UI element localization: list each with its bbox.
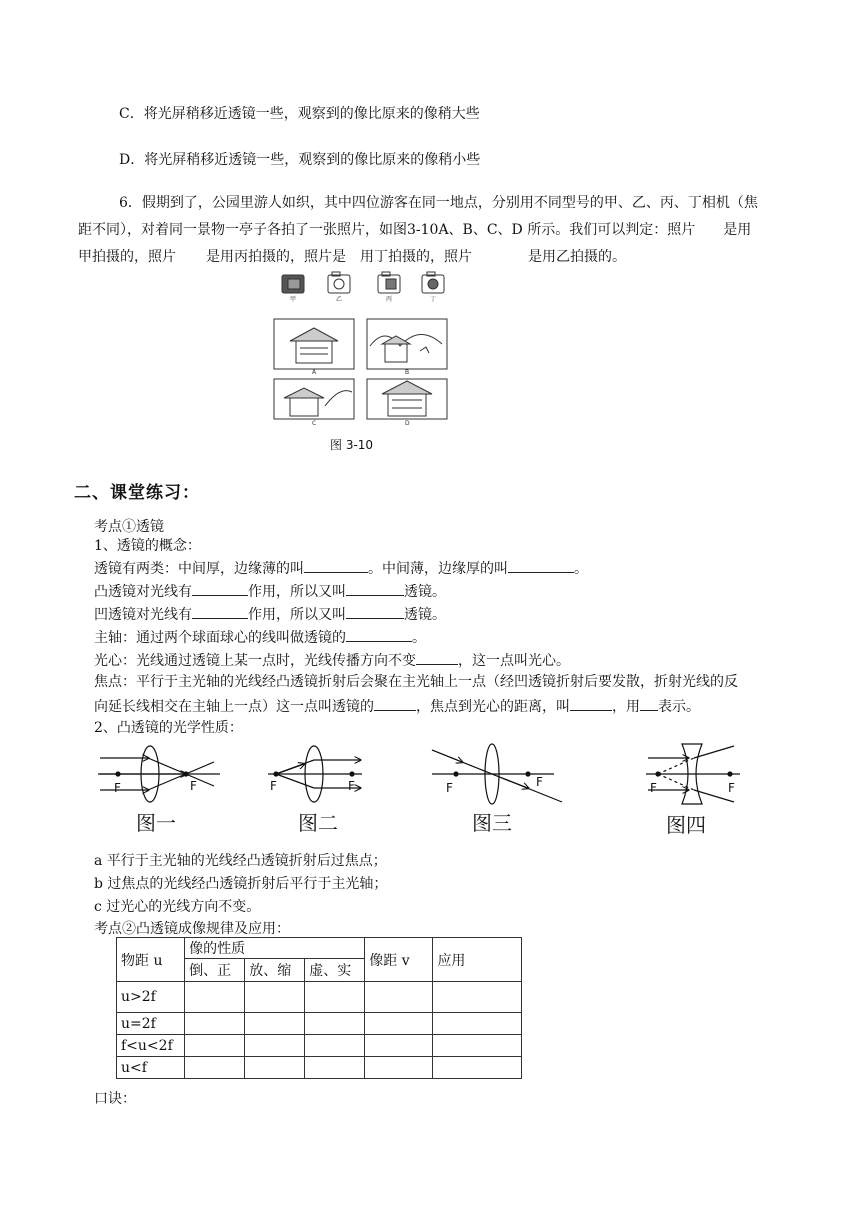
diagram-label-2: 图二 xyxy=(298,811,338,835)
header-image-properties: 像的性质 xyxy=(185,938,365,959)
cell-input[interactable] xyxy=(305,982,365,1013)
mnemonic: 口诀： xyxy=(94,1091,136,1107)
diagram-label-3: 图三 xyxy=(472,811,512,835)
f-label-3a: F xyxy=(446,781,453,795)
photo-label-a: A xyxy=(312,369,317,376)
photo-label-c: C xyxy=(312,420,317,427)
kaodian1-title: 考点①透镜 xyxy=(94,519,164,535)
diagram-3 xyxy=(432,744,562,804)
option-c: C．将光屏稍移近透镜一些，观察到的像比原来的像稍大些 xyxy=(119,106,480,122)
blank-convex-effect[interactable] xyxy=(192,580,248,596)
cell-input[interactable] xyxy=(365,1035,433,1057)
q6-line3-b: 是用丙拍摄的，照片是 xyxy=(206,249,346,265)
option-d: D．将光屏稍移近透镜一些，观察到的像比原来的像稍小些 xyxy=(119,152,481,168)
camera-label-jia: 甲 xyxy=(290,296,297,303)
cell-input[interactable] xyxy=(245,982,305,1013)
photo-label-b: B xyxy=(405,369,410,376)
figure-3-10-image xyxy=(270,266,460,428)
blank-concave-effect[interactable] xyxy=(192,603,248,619)
cell-input[interactable] xyxy=(305,1013,365,1035)
question-6 xyxy=(78,190,798,271)
cell-input[interactable] xyxy=(433,1035,522,1057)
f-label-3b: F xyxy=(536,775,543,789)
cell-input[interactable] xyxy=(305,1035,365,1057)
camera-jia-icon xyxy=(282,275,304,293)
optical-center-line: 光心：光线通过透镜上某一点时，光线传播方向不变 ，这一点叫光心。 xyxy=(94,649,570,671)
blank-focal-length[interactable] xyxy=(570,695,612,711)
blank-focal-symbol[interactable] xyxy=(640,695,658,711)
f-label-4b: F xyxy=(728,781,735,795)
cell-input[interactable] xyxy=(185,1035,245,1057)
diagram-label-4: 图四 xyxy=(666,813,706,836)
rule-b: b 过焦点的光线经凸透镜折射后平行于主光轴； xyxy=(94,876,388,892)
cell-input[interactable] xyxy=(365,982,433,1013)
blank-focus-name[interactable] xyxy=(374,695,416,711)
q6-line2-end: 是用 xyxy=(723,222,752,238)
q6-line3-c: 用丁拍摄的，照片 xyxy=(360,249,472,265)
concave-effect-line: 凹透镜对光线有 作用，所以又叫 透镜。 xyxy=(94,603,446,625)
cell-input[interactable] xyxy=(305,1057,365,1079)
figure-caption: 图 3-10 xyxy=(330,438,374,452)
focus-line-1: 焦点：平行于主光轴的光线经凸透镜折射后会聚在主光轴上一点（经凹透镜折射后要发散，折射光线的反 xyxy=(94,674,738,690)
cell-input[interactable] xyxy=(245,1057,305,1079)
rule-a: a 平行于主光轴的光线经凸透镜折射后过焦点； xyxy=(94,853,387,869)
blank-optical-center[interactable] xyxy=(416,649,458,665)
f-label-2b: F xyxy=(348,779,355,793)
rule-c: c 过光心的光线方向不变。 xyxy=(94,899,261,915)
q6-line1: 6．假期到了，公园里游人如织，其中四位游客在同一地点，分别用不同型号的甲、乙、丙、丁相机（焦 xyxy=(119,195,758,211)
cell-input[interactable] xyxy=(185,1013,245,1035)
section-title: 二、课堂练习： xyxy=(74,483,200,503)
kaodian2-title: 考点②凸透镜成像规律及应用： xyxy=(94,921,290,937)
subheader-real-virtual: 虚、实 xyxy=(305,959,365,982)
row-label-f-lt-u-lt-2f: f<u<2f xyxy=(117,1035,185,1057)
camera-label-bing: 丙 xyxy=(386,296,393,303)
ray-diagrams xyxy=(90,740,770,836)
imaging-table xyxy=(116,937,522,1079)
principal-axis-line: 主轴：通过两个球面球心的线叫做透镜的 。 xyxy=(94,626,426,648)
kaodian1-item1: 1、透镜的概念： xyxy=(94,538,201,554)
header-application: 应用 xyxy=(433,938,522,982)
convex-effect-line: 凸透镜对光线有 作用，所以又叫 透镜。 xyxy=(94,580,446,602)
cell-input[interactable] xyxy=(245,1035,305,1057)
subheader-orientation: 倒、正 xyxy=(185,959,245,982)
f-label-4a: F xyxy=(650,781,657,795)
row-label-u-eq-2f: u=2f xyxy=(117,1013,185,1035)
cell-input[interactable] xyxy=(185,982,245,1013)
blank-convex-name[interactable] xyxy=(304,557,368,573)
q6-line3-a: 甲拍摄的，照片 xyxy=(78,249,176,265)
q6-line3-d: 是用乙拍摄的。 xyxy=(528,249,626,265)
cell-input[interactable] xyxy=(365,1013,433,1035)
figure-3-10 xyxy=(270,266,460,428)
blank-concave-alias[interactable] xyxy=(346,603,404,619)
cell-input[interactable] xyxy=(245,1013,305,1035)
blank-convex-alias[interactable] xyxy=(346,580,404,596)
camera-yi-icon xyxy=(328,272,350,293)
camera-label-ding: 丁 xyxy=(430,296,437,303)
cell-input[interactable] xyxy=(185,1057,245,1079)
diagram-2 xyxy=(268,746,362,802)
f-label-1b: F xyxy=(190,779,197,793)
blank-concave-name[interactable] xyxy=(508,557,574,573)
header-object-distance: 物距 u xyxy=(117,938,185,982)
cell-input[interactable] xyxy=(365,1057,433,1079)
q6-line2: 距不同），对着同一景物一亭子各拍了一张照片，如图3-10A、B、C、D 所示。我们可以判定：照片 xyxy=(78,222,696,238)
camera-label-yi: 乙 xyxy=(336,296,343,303)
row-label-u-lt-f: u<f xyxy=(117,1057,185,1079)
blank-principal-axis[interactable] xyxy=(346,626,412,642)
camera-ding-icon xyxy=(422,272,444,293)
diagram-4 xyxy=(646,744,740,804)
f-label-1a: F xyxy=(114,781,121,795)
photo-label-d: D xyxy=(405,420,410,427)
row-label-u-gt-2f: u>2f xyxy=(117,982,185,1013)
cell-input[interactable] xyxy=(433,1013,522,1035)
cell-input[interactable] xyxy=(433,1057,522,1079)
focus-line-2: 向延长线相交在主轴上一点）这一点叫透镜的 ，焦点到光心的距离，叫 ，用 表示。 xyxy=(94,695,700,717)
kaodian1-item2: 2、凸透镜的光学性质： xyxy=(94,720,243,736)
f-label-2a: F xyxy=(270,779,277,793)
cell-input[interactable] xyxy=(433,982,522,1013)
header-image-distance: 像距 v xyxy=(365,938,433,982)
subheader-size: 放、缩 xyxy=(245,959,305,982)
camera-bing-icon xyxy=(378,272,400,293)
diagram-label-1: 图一 xyxy=(136,811,176,835)
lens-types-line: 透镜有两类：中间厚，边缘薄的叫 。中间薄，边缘厚的叫 。 xyxy=(94,557,588,579)
